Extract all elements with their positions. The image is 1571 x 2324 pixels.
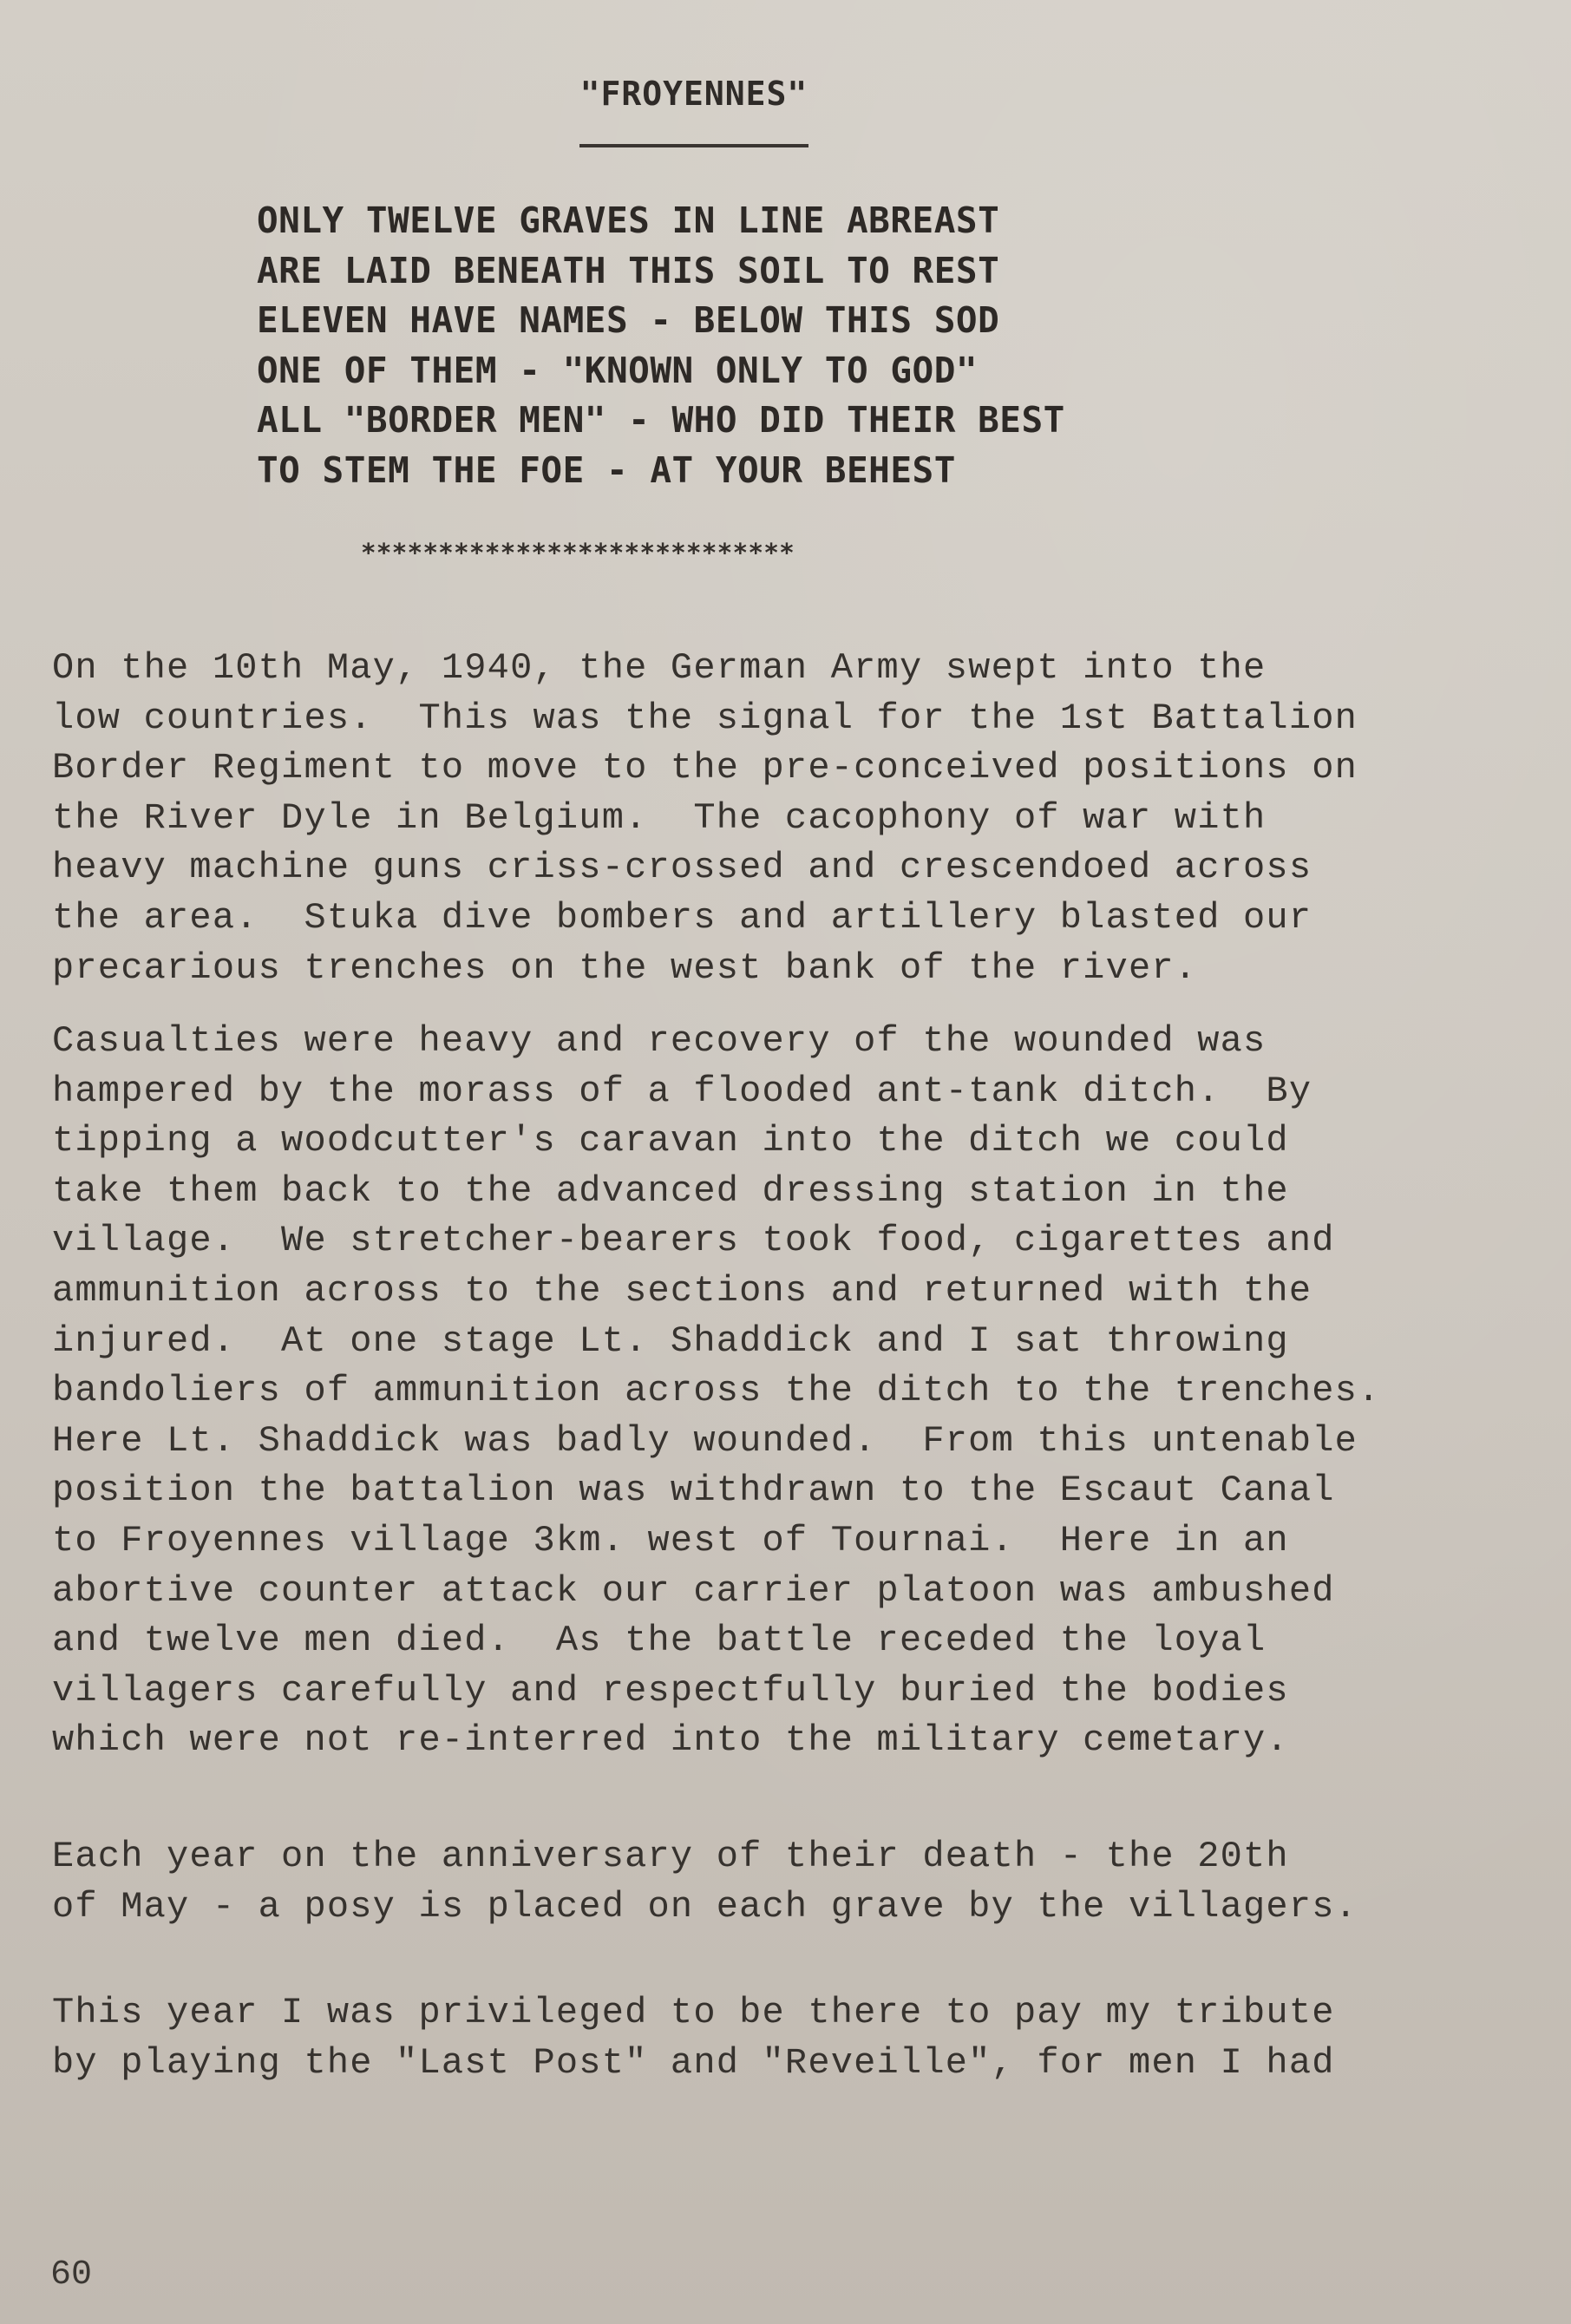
text-line: of May - a posy is placed on each grave by the villagers. [52, 1885, 1358, 1928]
text-line: Each year on the anniversary of their death - the 20th [52, 1836, 1289, 1877]
asterisk-divider: **************************** [361, 538, 795, 567]
poem-line: ARE LAID BENEATH THIS SOIL TO REST [257, 249, 1000, 291]
page-number: 60 [50, 2255, 93, 2295]
text-line: This year I was privileged to be there to pay my tribute [52, 1992, 1335, 2033]
text-line: abortive counter attack our carrier platoon was ambushed [52, 1569, 1335, 1612]
text-line: On the 10th May, 1940, the German Army swept into the [52, 647, 1267, 689]
text-line: take them back to the advanced dressing station in the [52, 1169, 1289, 1212]
paragraph-3 [52, 1832, 1358, 1932]
text-line: tipping a woodcutter's caravan into the ditch we could [52, 1120, 1289, 1162]
text-line: position the battalion was withdrawn to the Escaut Canal [52, 1470, 1335, 1512]
paragraph-4 [52, 1988, 1335, 2088]
poem [257, 196, 1065, 496]
text-line: to Froyennes village 3km. west of Tournai. Here in an [52, 1519, 1289, 1561]
poem-line: ONE OF THEM - "KNOWN ONLY TO GOD" [257, 349, 979, 391]
text-line: bandoliers of ammunition across the ditch to the trenches. [52, 1370, 1381, 1412]
text-line: low countries. This was the signal for the 1st Battalion [52, 697, 1358, 739]
text-line: which were not re-interred into the military cemetary. [52, 1719, 1289, 1762]
text-line: the area. Stuka dive bombers and artillery blasted our [52, 896, 1312, 939]
text-line: injured. At one stage Lt. Shaddick and I sat throwing [52, 1319, 1289, 1362]
poem-line: ELEVEN HAVE NAMES - BELOW THIS SOD [257, 299, 1000, 342]
text-line: by playing the "Last Post" and "Reveille", for men I had [52, 2041, 1335, 2084]
text-line: Here Lt. Shaddick was badly wounded. From this untenable [52, 1419, 1358, 1462]
poem-line: ONLY TWELVE GRAVES IN LINE ABREAST [257, 200, 1000, 241]
text-line: hampered by the morass of a flooded ant-tank ditch. By [52, 1070, 1312, 1112]
text-line: Casualties were heavy and recovery of the wounded was [52, 1020, 1267, 1062]
paragraph-2 [52, 1017, 1380, 1766]
text-line: the River Dyle in Belgium. The cacophony of war with [52, 796, 1267, 839]
text-line: precarious trenches on the west bank of the river. [52, 946, 1198, 989]
title-underline [579, 144, 808, 147]
text-line: ammunition across to the sections and returned with the [52, 1269, 1312, 1312]
poem-line: ALL "BORDER MEN" - WHO DID THEIR BEST [257, 399, 1065, 442]
text-line: Border Regiment to move to the pre-conceived positions on [52, 747, 1358, 789]
text-line: and twelve men died. As the battle receded the loyal [52, 1620, 1267, 1662]
poem-line: TO STEM THE FOE - AT YOUR BEHEST [257, 448, 956, 491]
text-line: village. We stretcher-bearers took food, cigarettes and [52, 1220, 1335, 1262]
paragraph-1 [52, 644, 1358, 993]
text-line: villagers carefully and respectfully buried the bodies [52, 1669, 1289, 1712]
text-line: heavy machine guns criss-crossed and crescendoed across [52, 847, 1312, 889]
page-title: "FROYENNES" [579, 75, 808, 113]
